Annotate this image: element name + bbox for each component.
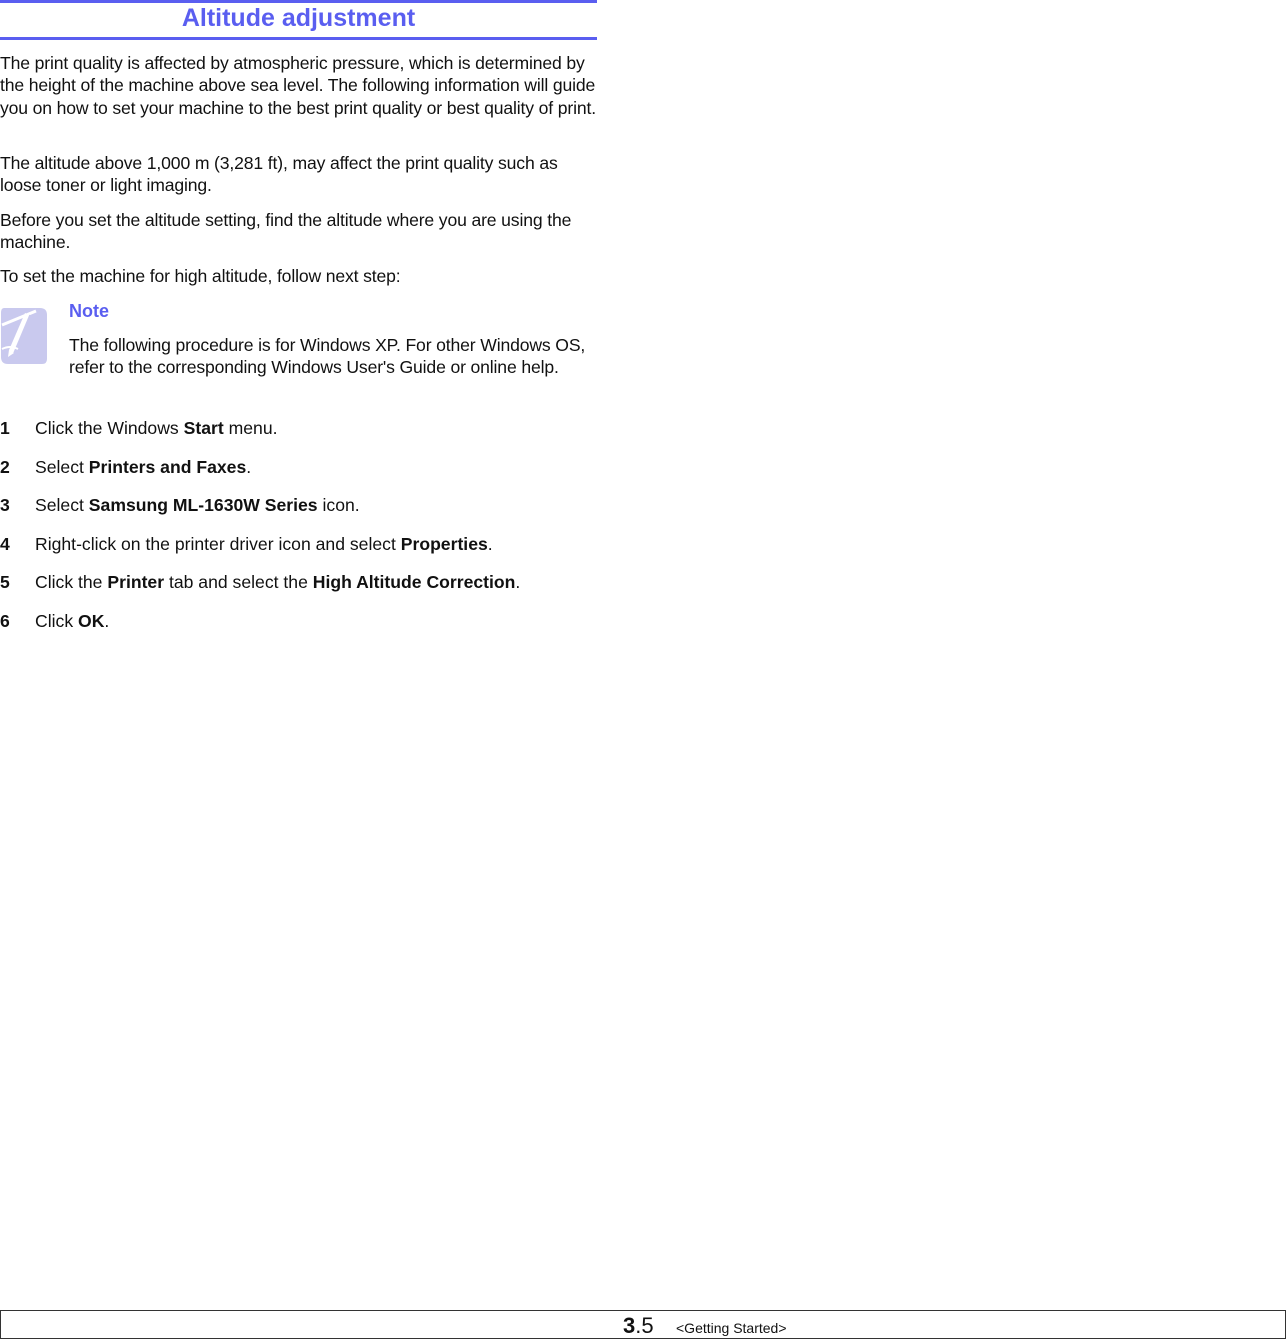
step-text-part: tab and select the: [164, 572, 313, 592]
step-bold-term: Start: [183, 418, 224, 438]
step-text-part: .: [487, 534, 493, 554]
step-number: 3: [0, 495, 10, 515]
chapter-number: 3: [623, 1313, 636, 1338]
step-bold-term: Printer: [107, 572, 165, 592]
section-title: Altitude adjustment: [181, 4, 416, 32]
page-number: [623, 1313, 654, 1339]
step-text: [35, 533, 493, 555]
intro-paragraph-3: Before you set the altitude setting, find the altitude where you are using the machine.: [0, 210, 572, 253]
step-text-part: .: [104, 611, 110, 631]
step-text-part: Click: [35, 611, 79, 631]
step-text-part: icon.: [317, 495, 360, 515]
page-footer: [0, 1310, 1286, 1339]
step-bold-term: OK: [78, 611, 105, 631]
step-text: [35, 610, 109, 632]
step-text-part: Right-click on the printer driver icon and select: [35, 534, 401, 554]
step-text: [35, 494, 360, 516]
step-number: 6: [0, 611, 10, 631]
page-suffix: .5: [635, 1313, 654, 1338]
step-bold-term: Samsung ML-1630W Series: [88, 495, 318, 515]
note-text: The following procedure is for Windows XP. For other Windows OS, refer to the corresponding Windows User's Guide or online help.: [69, 335, 586, 377]
step-bold-term: High Altitude Correction: [312, 572, 516, 592]
intro-paragraph-4: To set the machine for high altitude, follow next step:: [0, 266, 401, 286]
step-text: [35, 417, 278, 439]
step-text: [35, 571, 520, 593]
intro-paragraph-2: The altitude above 1,000 m (3,281 ft), may affect the print quality such as loose toner or light imaging.: [0, 153, 558, 196]
chapter-label: <Getting Started>: [676, 1320, 787, 1336]
section-title-bar: [0, 0, 597, 40]
step-text-part: Select: [35, 495, 89, 515]
step-number: 1: [0, 418, 10, 438]
step-text-part: Select: [35, 457, 89, 477]
step-text: [35, 456, 251, 478]
intro-paragraph-1: The print quality is affected by atmospheric pressure, which is determined by the height of the machine above sea level. The following information will guide you on how to set your machine to the best print quality or best quality of print.: [0, 53, 596, 118]
step-text-part: .: [246, 457, 252, 477]
step-text-part: .: [515, 572, 521, 592]
step-text-part: menu.: [223, 418, 278, 438]
step-number: 4: [0, 534, 10, 554]
step-number: 5: [0, 572, 10, 592]
note-pencil-icon: [0, 305, 48, 365]
step-bold-term: Properties: [400, 534, 488, 554]
step-text-part: Click the: [35, 572, 108, 592]
note-label: Note: [69, 301, 109, 321]
step-bold-term: Printers and Faxes: [88, 457, 247, 477]
step-text-part: Click the Windows: [35, 418, 184, 438]
step-number: 2: [0, 457, 10, 477]
